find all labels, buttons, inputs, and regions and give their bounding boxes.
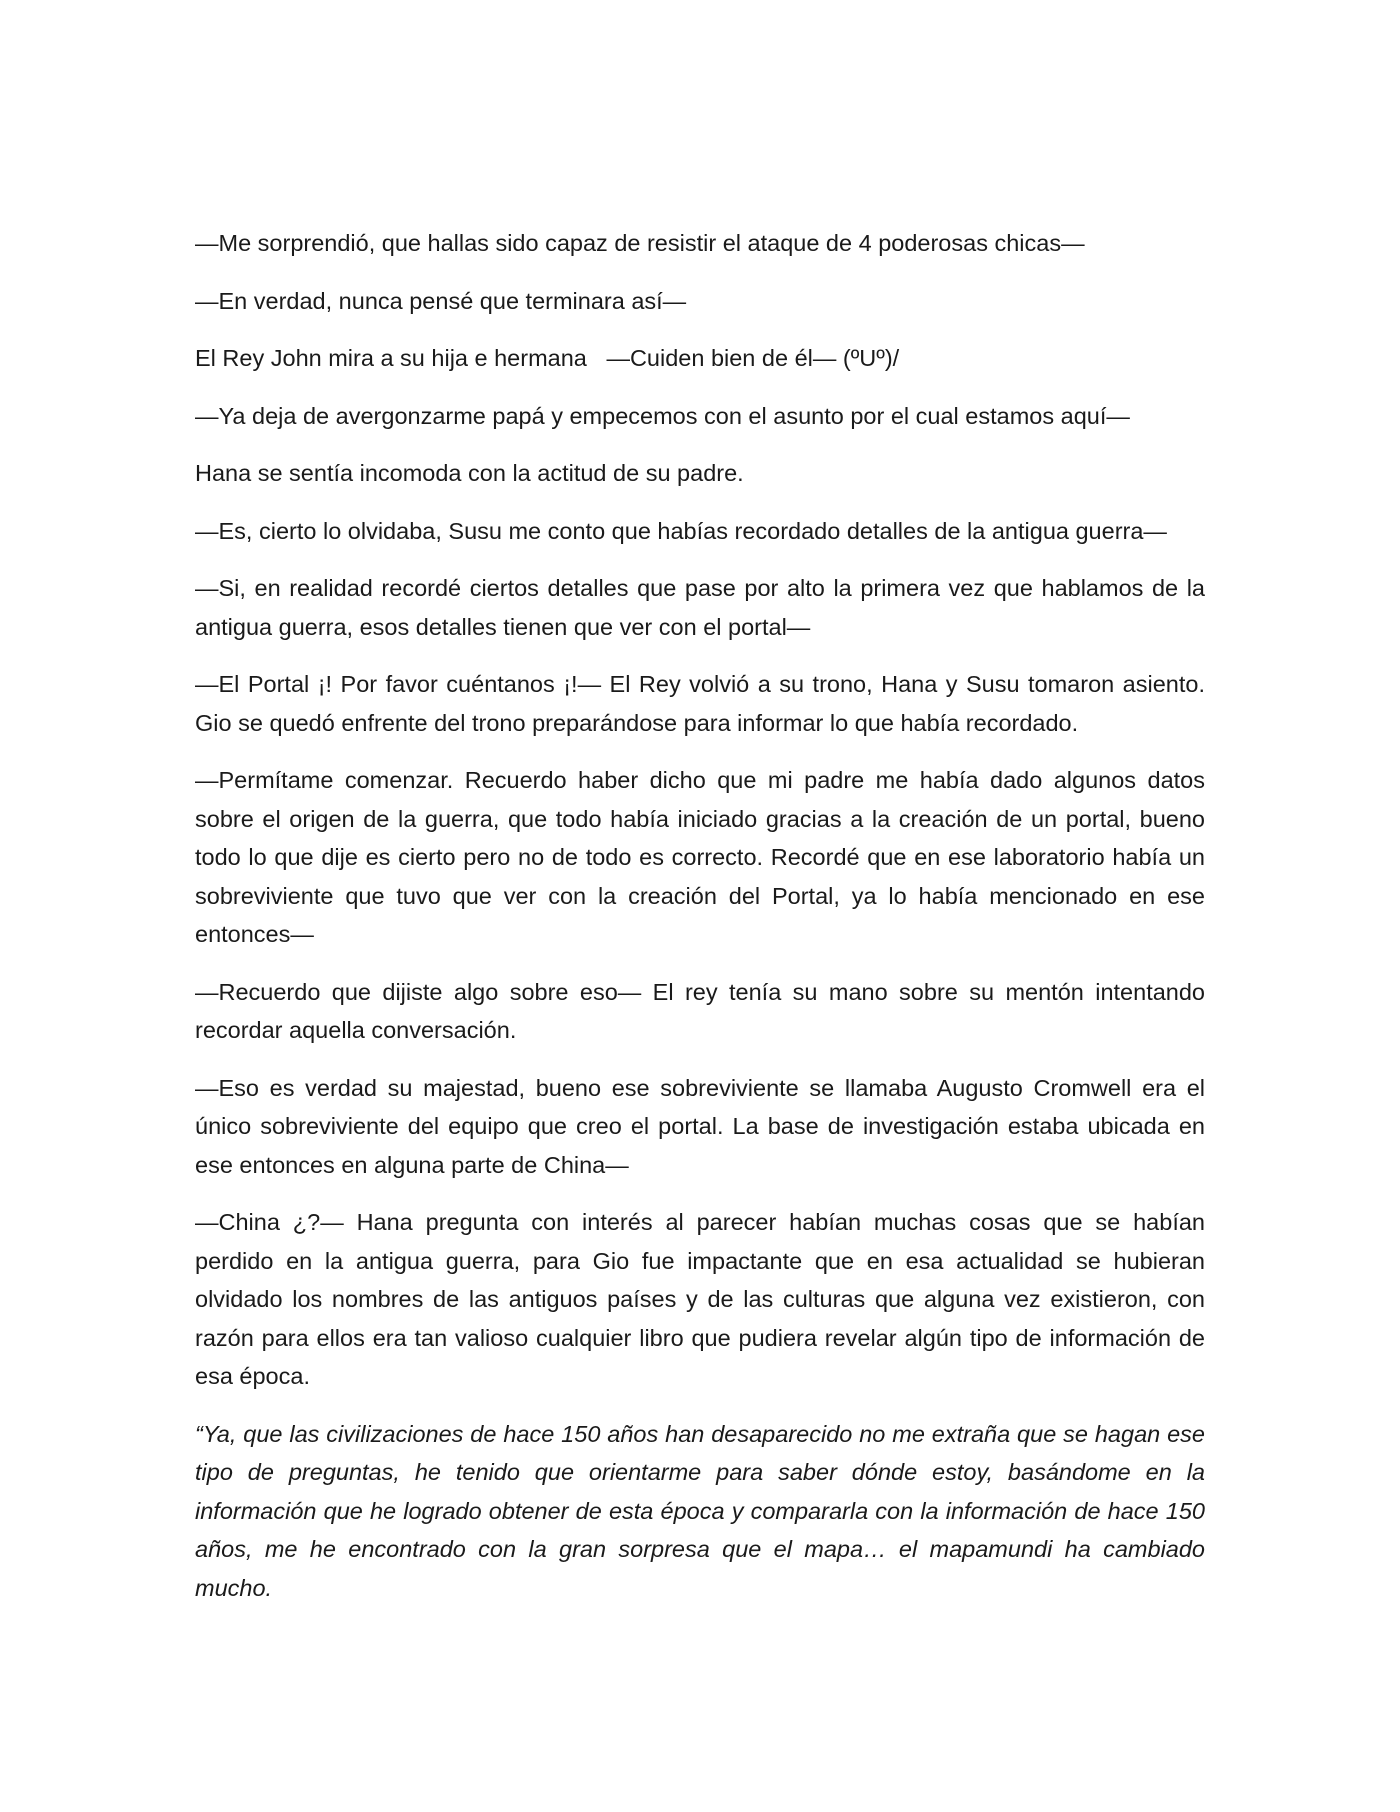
paragraph-11: —Eso es verdad su majestad, bueno ese sobreviviente se llamaba Augusto Cromwell era el único sobreviviente del equipo que creo el portal. La base de investigación estaba ubicada en ese entonces en alguna parte de China— [195,1074,1205,1178]
paragraph-8: —El Portal ¡! Por favor cuéntanos ¡!— El Rey volvió a su trono, Hana y Susu tomaron asiento. Gio se quedó enfrente del trono preparándose para informar lo que había recordado. [195,671,1205,736]
paragraph-13-italic: “Ya, que las civilizaciones de hace 150 años han desaparecido no me extraña que se hagan ese tipo de preguntas, he tenido que orientarme para saber dónde estoy, basándome en la información que he logrado obtener de esta época y compararla con la información de hace 150 años, me he encontrado con la gran sorpresa que el mapa… el mapamundi ha cambiado mucho. [195,1420,1205,1601]
paragraph-4: —Ya deja de avergonzarme papá y empecemos con el asunto por el cual estamos aquí— [195,402,1130,429]
paragraph-12: —China ¿?— Hana pregunta con interés al parecer habían muchas cosas que se habían perdido en la antigua guerra, para Gio fue impactante que en esa actualidad se hubieran olvidado los nombres de las antiguos países y de las culturas que alguna vez existieron, con razón para ellos era tan valioso cualquier libro que pudiera revelar algún tipo de información de esa época. [195,1209,1205,1389]
paragraph-10: —Recuerdo que dijiste algo sobre eso— El rey tenía su mano sobre su mentón intentando recordar aquella conversación. [195,978,1205,1043]
paragraph-9: —Permítame comenzar. Recuerdo haber dicho que mi padre me había dado algunos datos sobre el origen de la guerra, que todo había iniciado gracias a la creación de un portal, bueno todo lo que dije es cierto pero no de todo es correcto. Recordé que en ese laboratorio había un sobreviviente que tuvo que ver con la creación del Portal, ya lo había mencionado en ese entonces— [195,767,1205,947]
paragraph-1: —Me sorprendió, que hallas sido capaz de resistir el ataque de 4 poderosas chicas— [195,230,1085,256]
paragraph-2: —En verdad, nunca pensé que terminara así— [195,287,687,314]
paragraph-7: —Si, en realidad recordé ciertos detalles que pase por alto la primera vez que hablamos de la antigua guerra, esos detalles tienen que ver con el portal— [195,575,1205,640]
paragraph-5: Hana se sentía incomoda con la actitud de su padre. [195,460,744,486]
paragraph-6: —Es, cierto lo olvidaba, Susu me conto que habías recordado detalles de la antigua guerra— [195,517,1167,544]
paragraph-3: El Rey John mira a su hija e hermana —Cuiden bien de él— (ºUº)/ [195,345,900,371]
document-body [195,224,1205,1626]
